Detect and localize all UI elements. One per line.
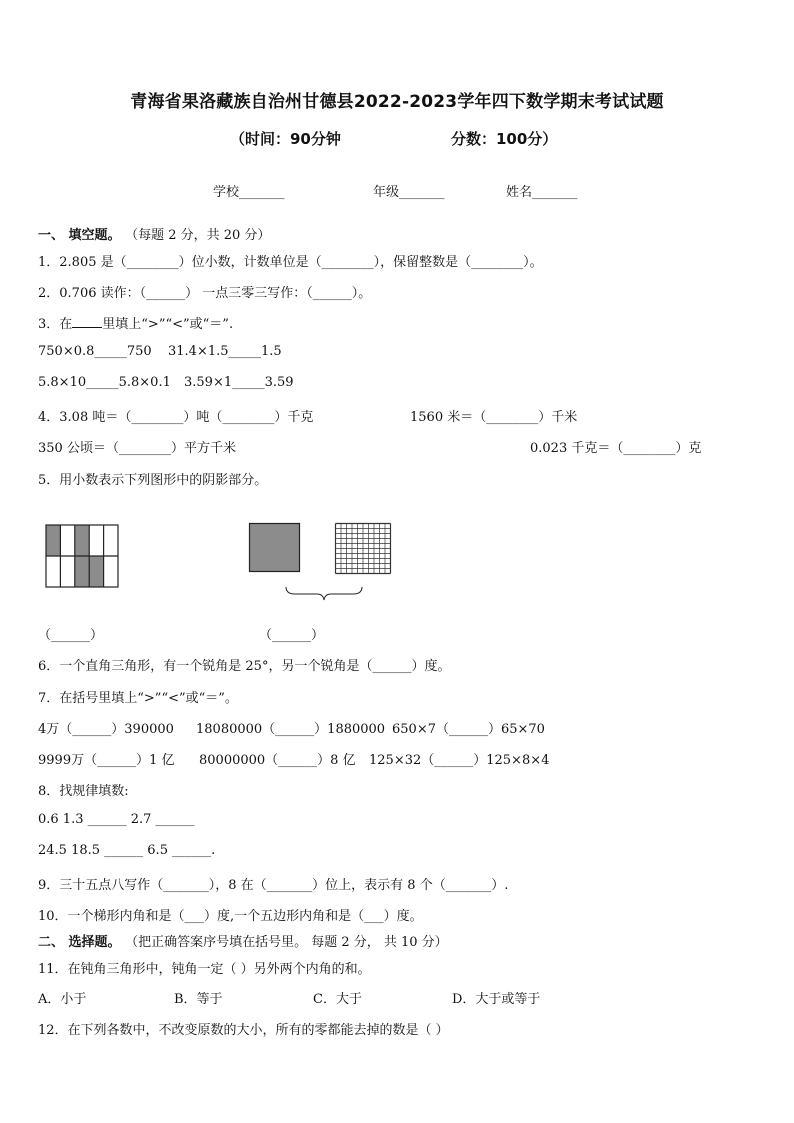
question-3-stem — [38, 313, 233, 332]
question-11-option-c: C．大于 — [313, 992, 362, 1007]
figure-hundred-grid — [335, 523, 391, 575]
question-7-row2-b: 80000000（______）8 亿 — [199, 753, 356, 768]
question-5-answer-2: （______） — [259, 628, 325, 643]
exam-score: 分数：100分） — [451, 130, 558, 148]
question-11-option-d: D．大于或等于 — [452, 992, 541, 1007]
school-field: 学校_______ — [213, 185, 285, 200]
question-3-stem-b: 里填上“>”“<”或“＝”. — [102, 317, 234, 332]
grade-field: 年级_______ — [373, 185, 445, 200]
question-7-row1-c: 650×7（______）65×70 — [392, 722, 545, 737]
question-7-row1-b: 18080000（______）1880000 — [196, 722, 386, 737]
question-5-stem: 5．用小数表示下列图形中的阴影部分。 — [38, 473, 268, 488]
figure-shaded-square — [249, 523, 301, 575]
question-4-a: 4．3.08 吨＝（________）吨（________）千克 — [38, 410, 314, 425]
question-7-stem: 7．在括号里填上“>”“<”或“＝”。 — [38, 691, 238, 706]
name-field: 姓名_______ — [506, 185, 578, 200]
section-1-note: （每题 2 分，共 20 分） — [125, 228, 271, 243]
question-7-row1-a: 4万（______）390000 — [38, 722, 174, 737]
question-6: 6．一个直角三角形，有一个锐角是 25°，另一个锐角是（______）度。 — [38, 659, 451, 674]
shaded-square — [250, 524, 300, 572]
question-4-c: 350 公顷＝（________）平方千米 — [38, 441, 236, 456]
question-3-stem-a: 3．在 — [38, 317, 73, 332]
question-12: 12．在下列各数中，不改变原数的大小，所有的零都能去掉的数是（ ） — [38, 1023, 449, 1038]
question-11-option-b: B．等于 — [174, 992, 223, 1007]
question-8-stem: 8．找规律填数: — [38, 784, 129, 799]
shaded-cell — [89, 556, 103, 587]
question-3-row1-a: 750×0.8_____750 — [38, 344, 152, 359]
hundred-grid-lines — [336, 524, 391, 574]
brace — [285, 586, 365, 602]
section-1-heading — [38, 224, 270, 243]
question-7-row2-a: 9999万（______）1 亿 — [38, 753, 175, 768]
question-4-d: 0.023 千克＝（________）克 — [530, 441, 702, 456]
figure-grid-ten — [46, 525, 118, 589]
question-11-stem: 11．在钝角三角形中，钝角一定（ ）另外两个内角的和。 — [38, 962, 371, 977]
exam-time: （时间：90分钟 — [230, 130, 341, 148]
question-1: 1．2.805 是（________）位小数，计数单位是（________），保留整数是（________）。 — [38, 255, 543, 270]
question-4-b: 1560 米＝（________）千米 — [410, 410, 578, 425]
question-10: 10．一个梯形内角和是（___）度,一个五边形内角和是（___）度。 — [38, 909, 423, 924]
question-11-option-a: A．小于 — [38, 992, 87, 1007]
question-8-row1: 0.6 1.3 ______ 2.7 ______ — [38, 812, 195, 827]
question-8-row2: 24.5 18.5 ______ 6.5 ______. — [38, 843, 216, 858]
shaded-cell — [75, 556, 89, 587]
shaded-cell — [46, 525, 60, 556]
blank-underline — [72, 315, 102, 328]
question-3-row2-b: 3.59×1_____3.59 — [184, 375, 294, 390]
question-5-answer-1: （______） — [38, 628, 104, 643]
shaded-cell — [75, 525, 89, 556]
section-2-title: 二、 选择题。 — [38, 935, 121, 950]
question-3-row1-b: 31.4×1.5_____1.5 — [168, 344, 282, 359]
exam-title: 青海省果洛藏族自治州甘德县2022-2023学年四下数学期末考试试题 — [130, 92, 664, 112]
question-9: 9．三十五点八写作（_______），8 在（_______）位上，表示有 8 个（_______）. — [38, 878, 509, 893]
section-2-heading — [38, 931, 448, 950]
section-2-note: （把正确答案序号填在括号里。 每题 2 分， 共 10 分） — [125, 935, 448, 950]
section-1-title: 一、 填空题。 — [38, 228, 121, 243]
question-2: 2．0.706 读作：（______） 一点三零三写作：（______）。 — [38, 286, 372, 301]
question-3-row2-a: 5.8×10_____5.8×0.1 — [38, 375, 171, 390]
question-7-row2-c: 125×32（______）125×8×4 — [369, 753, 550, 768]
